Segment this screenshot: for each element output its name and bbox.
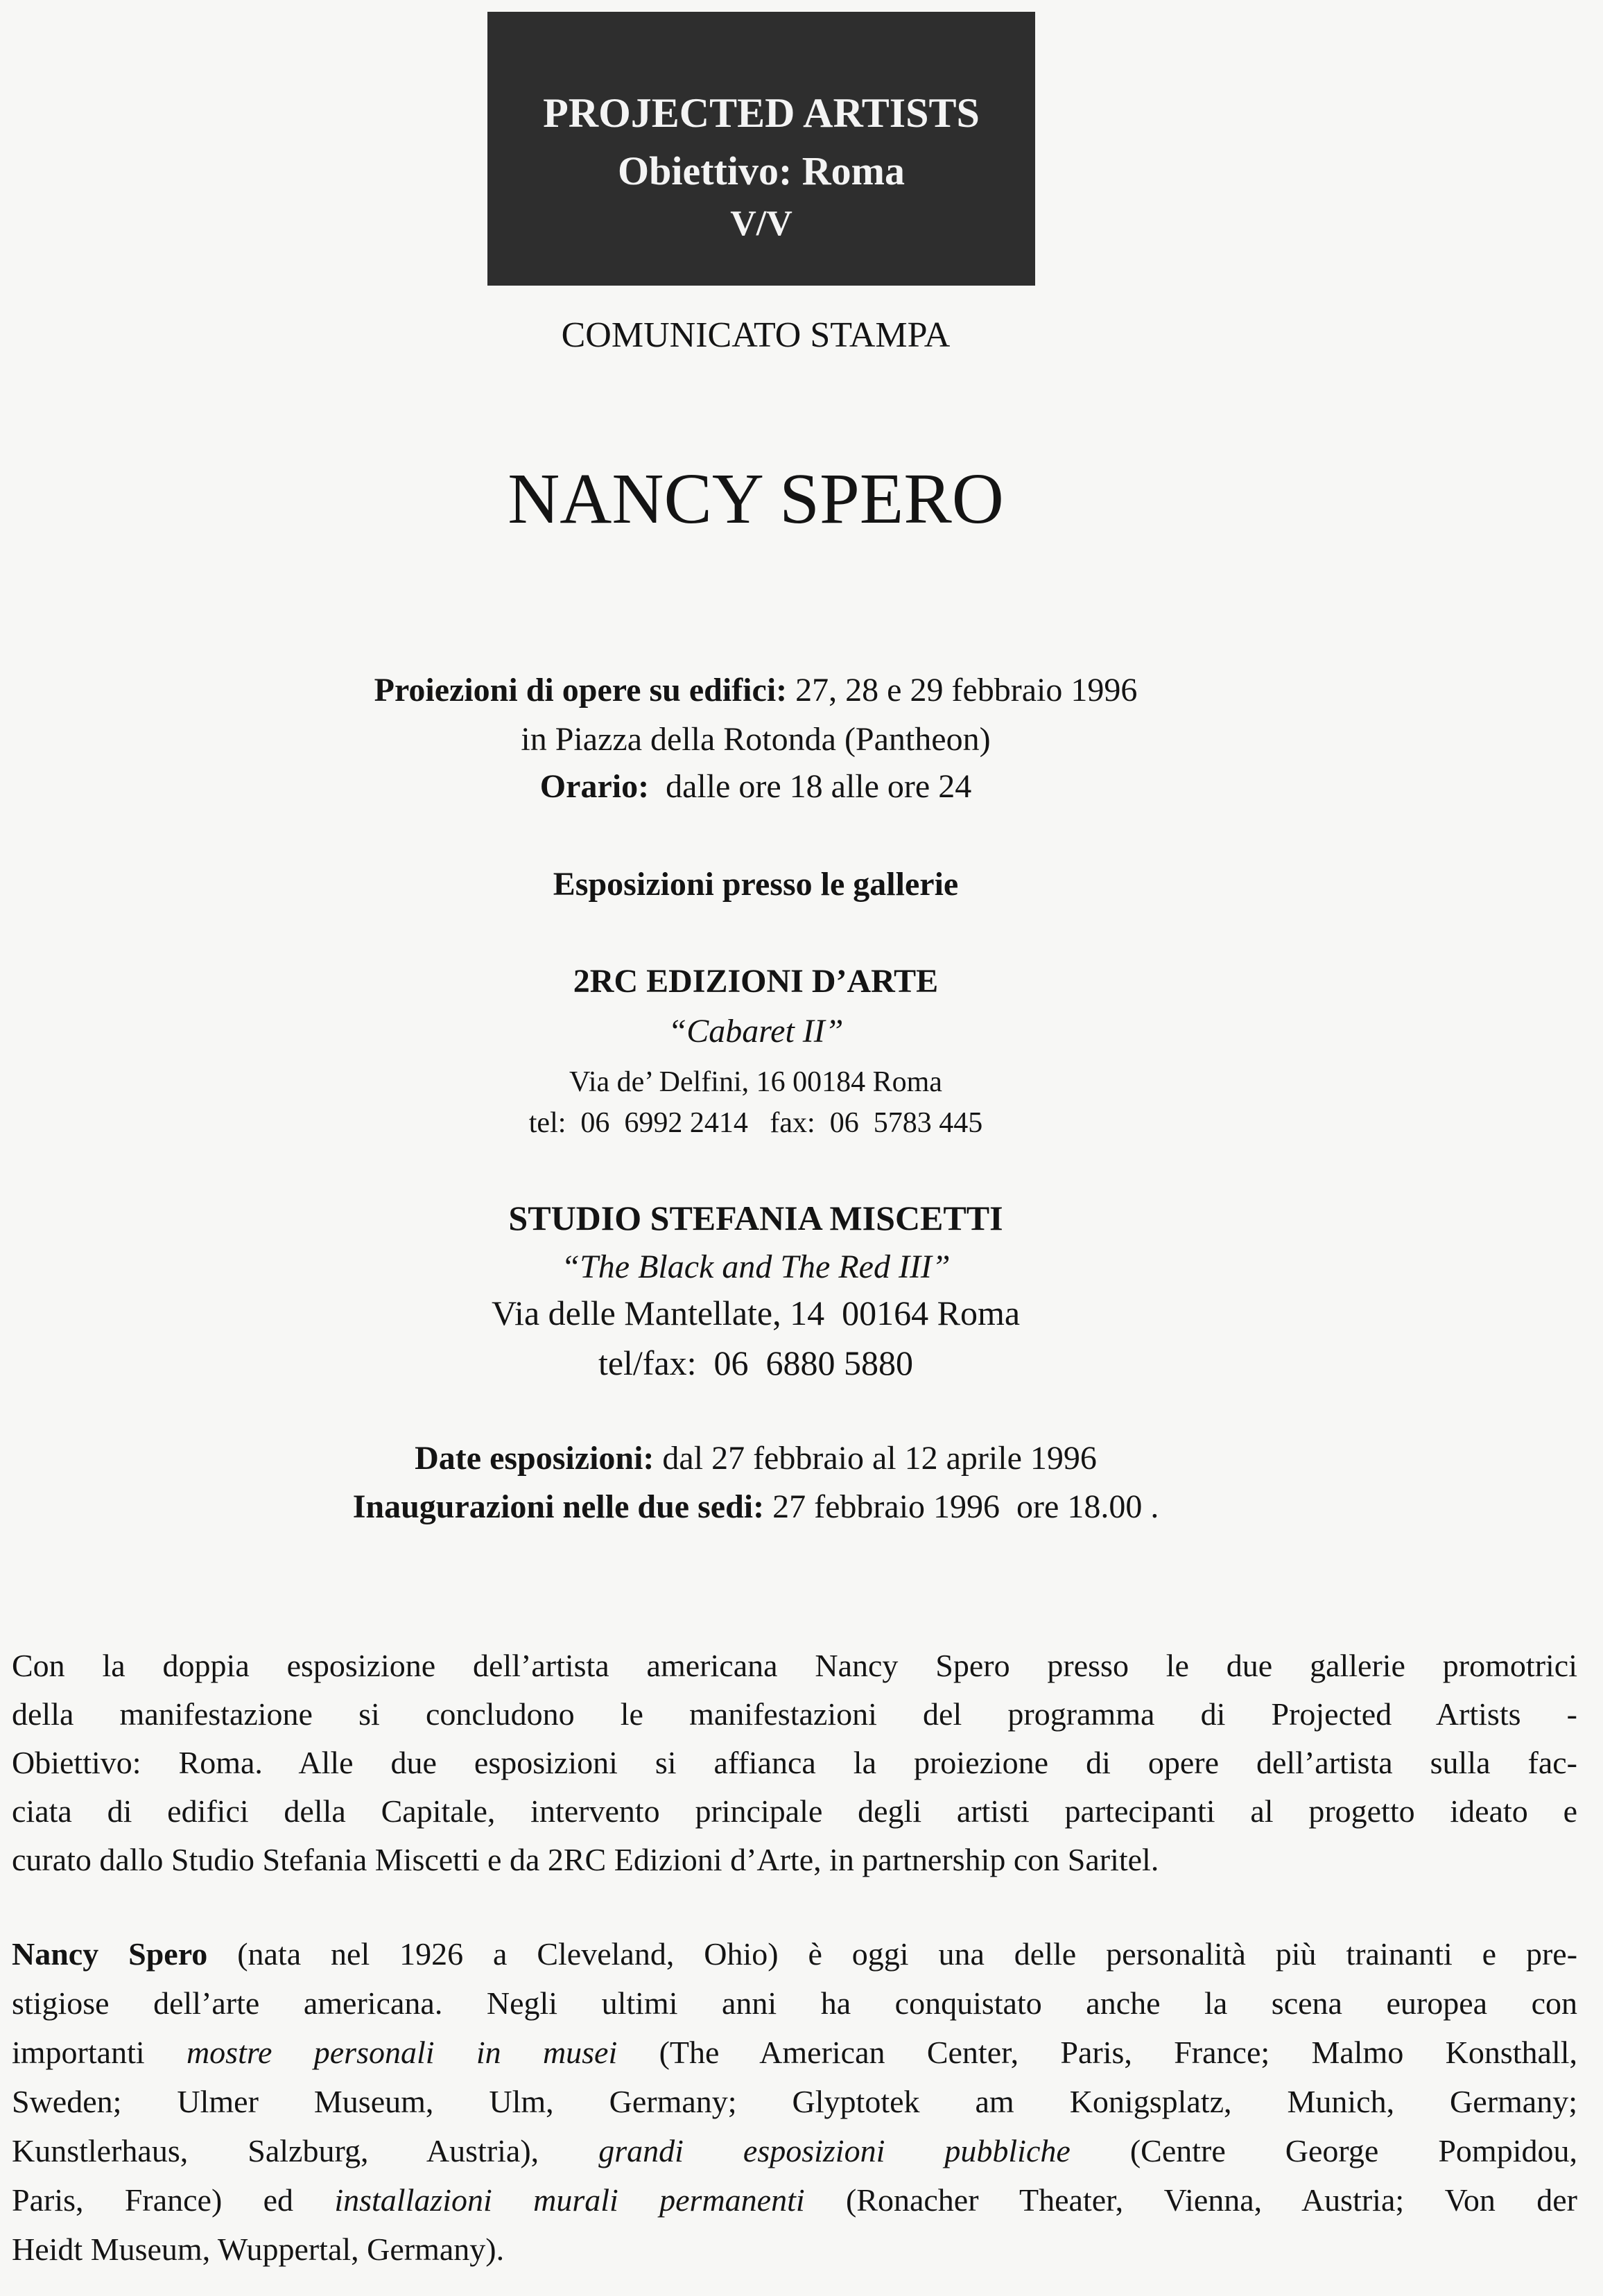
openings-value: 27 febbraio 1996 ore 18.00 . (772, 1488, 1159, 1525)
text-segment: della manifestazione si concludono le manifestazioni del programma di Projected Artists - (12, 1696, 1577, 1732)
series-subtitle: Obiettivo: Roma (618, 148, 905, 193)
paragraph-line (12, 2135, 1577, 2167)
text-segment: ciata di edifici della Capitale, intervento principale degli artisti partecipanti al progetto ideato e (12, 1793, 1577, 1829)
projections-place: in Piazza della Rotonda (Pantheon) (521, 721, 991, 758)
gallery1-phone: tel: 06 6992 2414 fax: 06 5783 445 (528, 1107, 983, 1139)
paragraph-line (12, 2037, 1577, 2069)
text-segment: Heidt Museum, Wuppertal, Germany). (12, 2232, 505, 2267)
text-segment: (Ronacher Theater, Vienna, Austria; Von der (804, 2182, 1577, 2218)
text-segment: (Centre George Pompidou, (1070, 2133, 1577, 2168)
text-segment: Con la doppia esposizione dell’artista americana Nancy Spero presso le due gallerie promotrici (12, 1648, 1577, 1683)
exhibitions-heading: Esposizioni presso le gallerie (553, 866, 959, 903)
text-segment: Obiettivo: Roma. Alle due esposizioni si affianca la proiezione di opere dell’artista sulla fac- (12, 1745, 1577, 1780)
text-segment: stigiose dell’arte americana. Negli ultimi anni ha conquistato anche la scena europea con (12, 1985, 1577, 2021)
series-title-box (487, 12, 1035, 286)
paragraph-line (12, 2184, 1577, 2216)
projections-dates: 27, 28 e 29 febbraio 1996 (795, 672, 1138, 708)
hours-label: Orario: (539, 768, 650, 805)
document-type: COMUNICATO STAMPA (561, 315, 951, 355)
artist-name: NANCY SPERO (508, 459, 1004, 539)
italic-text: installazioni murali permanenti (334, 2182, 805, 2218)
text-segment: Paris, France) ed (12, 2182, 335, 2218)
paragraph-line (12, 1938, 1577, 1970)
exhibition-dates-value: dal 27 febbraio al 12 aprile 1996 (662, 1440, 1097, 1477)
gallery1-name: 2RC EDIZIONI D’ARTE (573, 963, 939, 1000)
text-segment: (nata nel 1926 a Cleveland, Ohio) è oggi una delle personalità più trainanti e pre- (207, 1936, 1578, 1972)
paragraph-line (12, 1650, 1577, 1682)
gallery2-work: “The Black and The Red III” (561, 1249, 951, 1285)
italic-text: grandi esposizioni pubbliche (598, 2133, 1071, 2168)
projections-line (132, 674, 1380, 707)
text-segment: curato dallo Studio Stefania Miscetti e da 2RC Edizioni d’Arte, in partnership con Saritel. (12, 1842, 1159, 1877)
text-segment: importanti (12, 2035, 187, 2070)
paragraph-line (12, 1747, 1577, 1779)
gallery2-phone: tel/fax: 06 6880 5880 (598, 1343, 914, 1382)
openings-label: Inaugurazioni nelle due sedi: (352, 1488, 765, 1525)
exhibition-dates-line (132, 1442, 1380, 1475)
projections-label: Proiezioni di opere su edifici: (374, 672, 788, 708)
exhibition-dates-label: Date esposizioni: (415, 1440, 655, 1477)
series-part: V/V (730, 204, 792, 243)
paragraph-line (12, 1844, 1577, 1876)
paragraph-line (12, 2234, 1577, 2265)
text-segment: (The American Center, Paris, France; Malmo Konsthall, (617, 2035, 1578, 2070)
paragraph-line (12, 1795, 1577, 1827)
text-segment: Kunstlerhaus, Salzburg, Austria), (12, 2133, 599, 2168)
hours-value: dalle ore 18 alle ore 24 (666, 768, 972, 805)
italic-text: mostre personali in musei (186, 2035, 618, 2070)
paragraph-line (12, 2086, 1577, 2118)
series-title: PROJECTED ARTISTS (543, 90, 980, 136)
gallery2-address: Via delle Mantellate, 14 00164 Roma (491, 1294, 1021, 1332)
bold-text: Nancy Spero (12, 1936, 208, 1972)
gallery1-work: “Cabaret II” (668, 1013, 844, 1050)
gallery1-address: Via de’ Delfini, 16 00184 Roma (569, 1066, 942, 1098)
gallery2-name: STUDIO STEFANIA MISCETTI (508, 1199, 1003, 1237)
openings-line (132, 1490, 1380, 1524)
text-segment: Sweden; Ulmer Museum, Ulm, Germany; Glyptotek am Konigsplatz, Munich, Germany; (12, 2084, 1577, 2119)
paragraph-line (12, 1985, 1577, 2021)
paragraph-line (12, 1698, 1577, 1730)
hours-line (132, 770, 1380, 803)
